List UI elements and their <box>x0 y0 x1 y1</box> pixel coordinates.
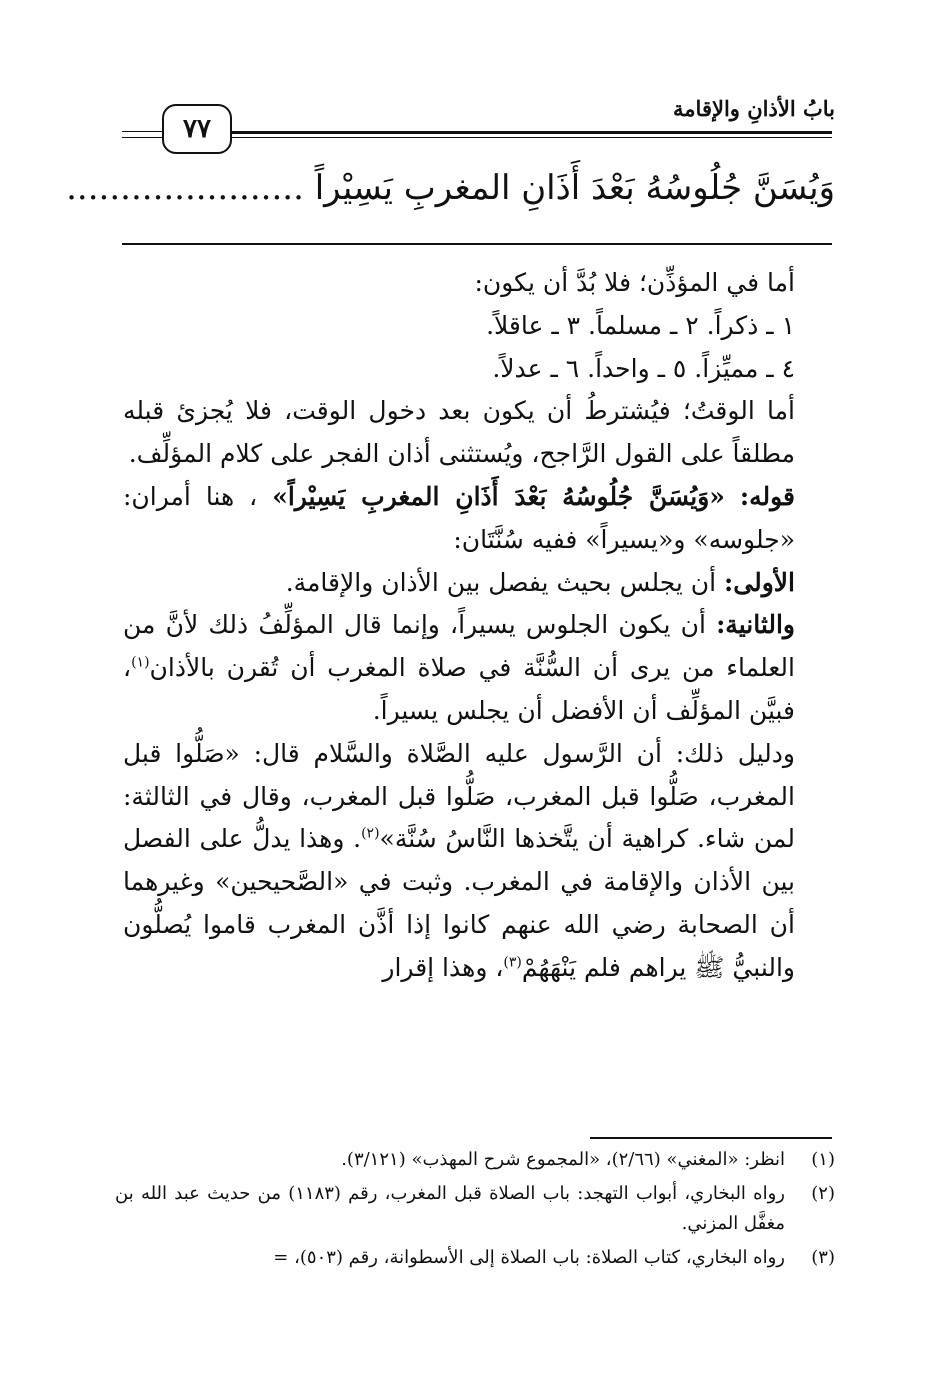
footnote-text: رواه البخاري، كتاب الصلاة: باب الصلاة إلى الأسطوانة، رقم (٥٠٣)، = <box>273 1247 785 1268</box>
matn-dots: ...................... <box>66 168 304 208</box>
footnotes <box>115 1145 835 1277</box>
paragraph <box>123 604 835 732</box>
footnote-number: (١) <box>811 1149 835 1170</box>
footnote-ref: (٢) <box>361 826 380 843</box>
header-rule <box>122 131 162 132</box>
paragraph <box>123 476 835 562</box>
paragraph: أما في المؤذِّن؛ فلا بُدَّ أن يكون: <box>474 268 795 297</box>
paragraph: ١ ـ ذكراً. ٢ ـ مسلماً. ٣ ـ عاقلاً. <box>486 310 795 340</box>
body-text <box>123 262 835 990</box>
paragraph-lead: قوله: <box>739 481 795 511</box>
footnote-divider <box>590 1137 832 1139</box>
footnote-number: (٣) <box>811 1247 835 1268</box>
header-rule <box>232 131 832 134</box>
chapter-title: بابُ الأذانِ والإقامة <box>673 96 835 121</box>
matn-divider <box>122 243 832 245</box>
paragraph-text: أن يجلس بحيث يفصل بين الأذان والإقامة. <box>285 567 725 597</box>
paragraph-text: . وهذا يدلُّ على الفصل بين الأذان والإقامة في المغرب. وثبت في «الصَّحيحين» وغيرهما أن الصحابة رضي الله عنهم كانوا إذا أذَّن المغرب قاموا يُصلُّون والنبيُّ ﷺ يراهم فلم يَنْهَهُمْ <box>123 824 795 982</box>
header-rule <box>232 137 832 138</box>
paragraph-text: أن يكون الجلوس يسيراً، وإنما قال المؤلِّفُ ذلك لأنَّ من العلماء من يرى أن السُّنَّة في صلاة المغرب أن تُقرن بالأذان <box>123 610 795 683</box>
matn-line <box>66 160 835 216</box>
header-rule <box>122 137 162 138</box>
footnote <box>115 1179 835 1239</box>
footnote-text: انظر: «المغني» (٢/٦٦)، «المجموع شرح المهذب» (٣/١٢١). <box>341 1149 785 1170</box>
paragraph: أما الوقتُ؛ فيُشترطُ أن يكون بعد دخول الوقت، فلا يُجزئ قبله مطلقاً على القول الرَّاجح، ويُستثنى أذان الفجر على كلام المؤلِّف. <box>123 396 796 469</box>
paragraph-lead: الأولى: <box>724 567 795 597</box>
footnote-ref: (٣) <box>503 954 522 971</box>
footnote <box>115 1243 835 1273</box>
matn-quote: «وَيُسَنَّ جُلُوسُهُ بَعْدَ أَذَانِ المغربِ يَسِيْراً» <box>272 481 725 511</box>
paragraph-text: ، وهذا إقرار <box>382 952 504 982</box>
paragraph-text: ودليل ذلك: أن الرَّسول عليه الصَّلاة والسَّلام قال: «صَلُّوا قبل المغرب، صَلُّوا قبل المغرب، صَلُّوا قبل المغرب، وقال في الثالثة: لمن شاء. كراهية أن يتَّخذها النَّاسُ سُنَّة» <box>123 738 796 854</box>
footnote <box>115 1145 835 1175</box>
paragraph <box>123 733 835 990</box>
paragraph: ٤ ـ مميِّزاً. ٥ ـ واحداً. ٦ ـ عدلاً. <box>492 353 795 383</box>
footnote-ref: (١) <box>131 654 150 671</box>
paragraph-lead: والثانية: <box>716 610 795 640</box>
footnote-number: (٢) <box>811 1183 835 1204</box>
paragraph-text: ، هنا أمران: «جلوسه» و«يسيراً» ففيه سُنَّتَان: <box>123 481 795 554</box>
paragraph <box>123 562 835 605</box>
paragraph-text: ، فبيَّن المؤلِّف أن الأفضل أن يجلس يسيراً. <box>123 653 795 725</box>
page-number: ٧٧ <box>162 104 232 154</box>
footnote-text: رواه البخاري، أبواب التهجد: باب الصلاة قبل المغرب، رقم (١١٨٣) من حديث عبد الله بن مغفَّل المزني. <box>115 1183 785 1234</box>
matn-text: وَيُسَنَّ جُلُوسُهُ بَعْدَ أَذَانِ المغربِ يَسِيْراً <box>314 168 835 208</box>
